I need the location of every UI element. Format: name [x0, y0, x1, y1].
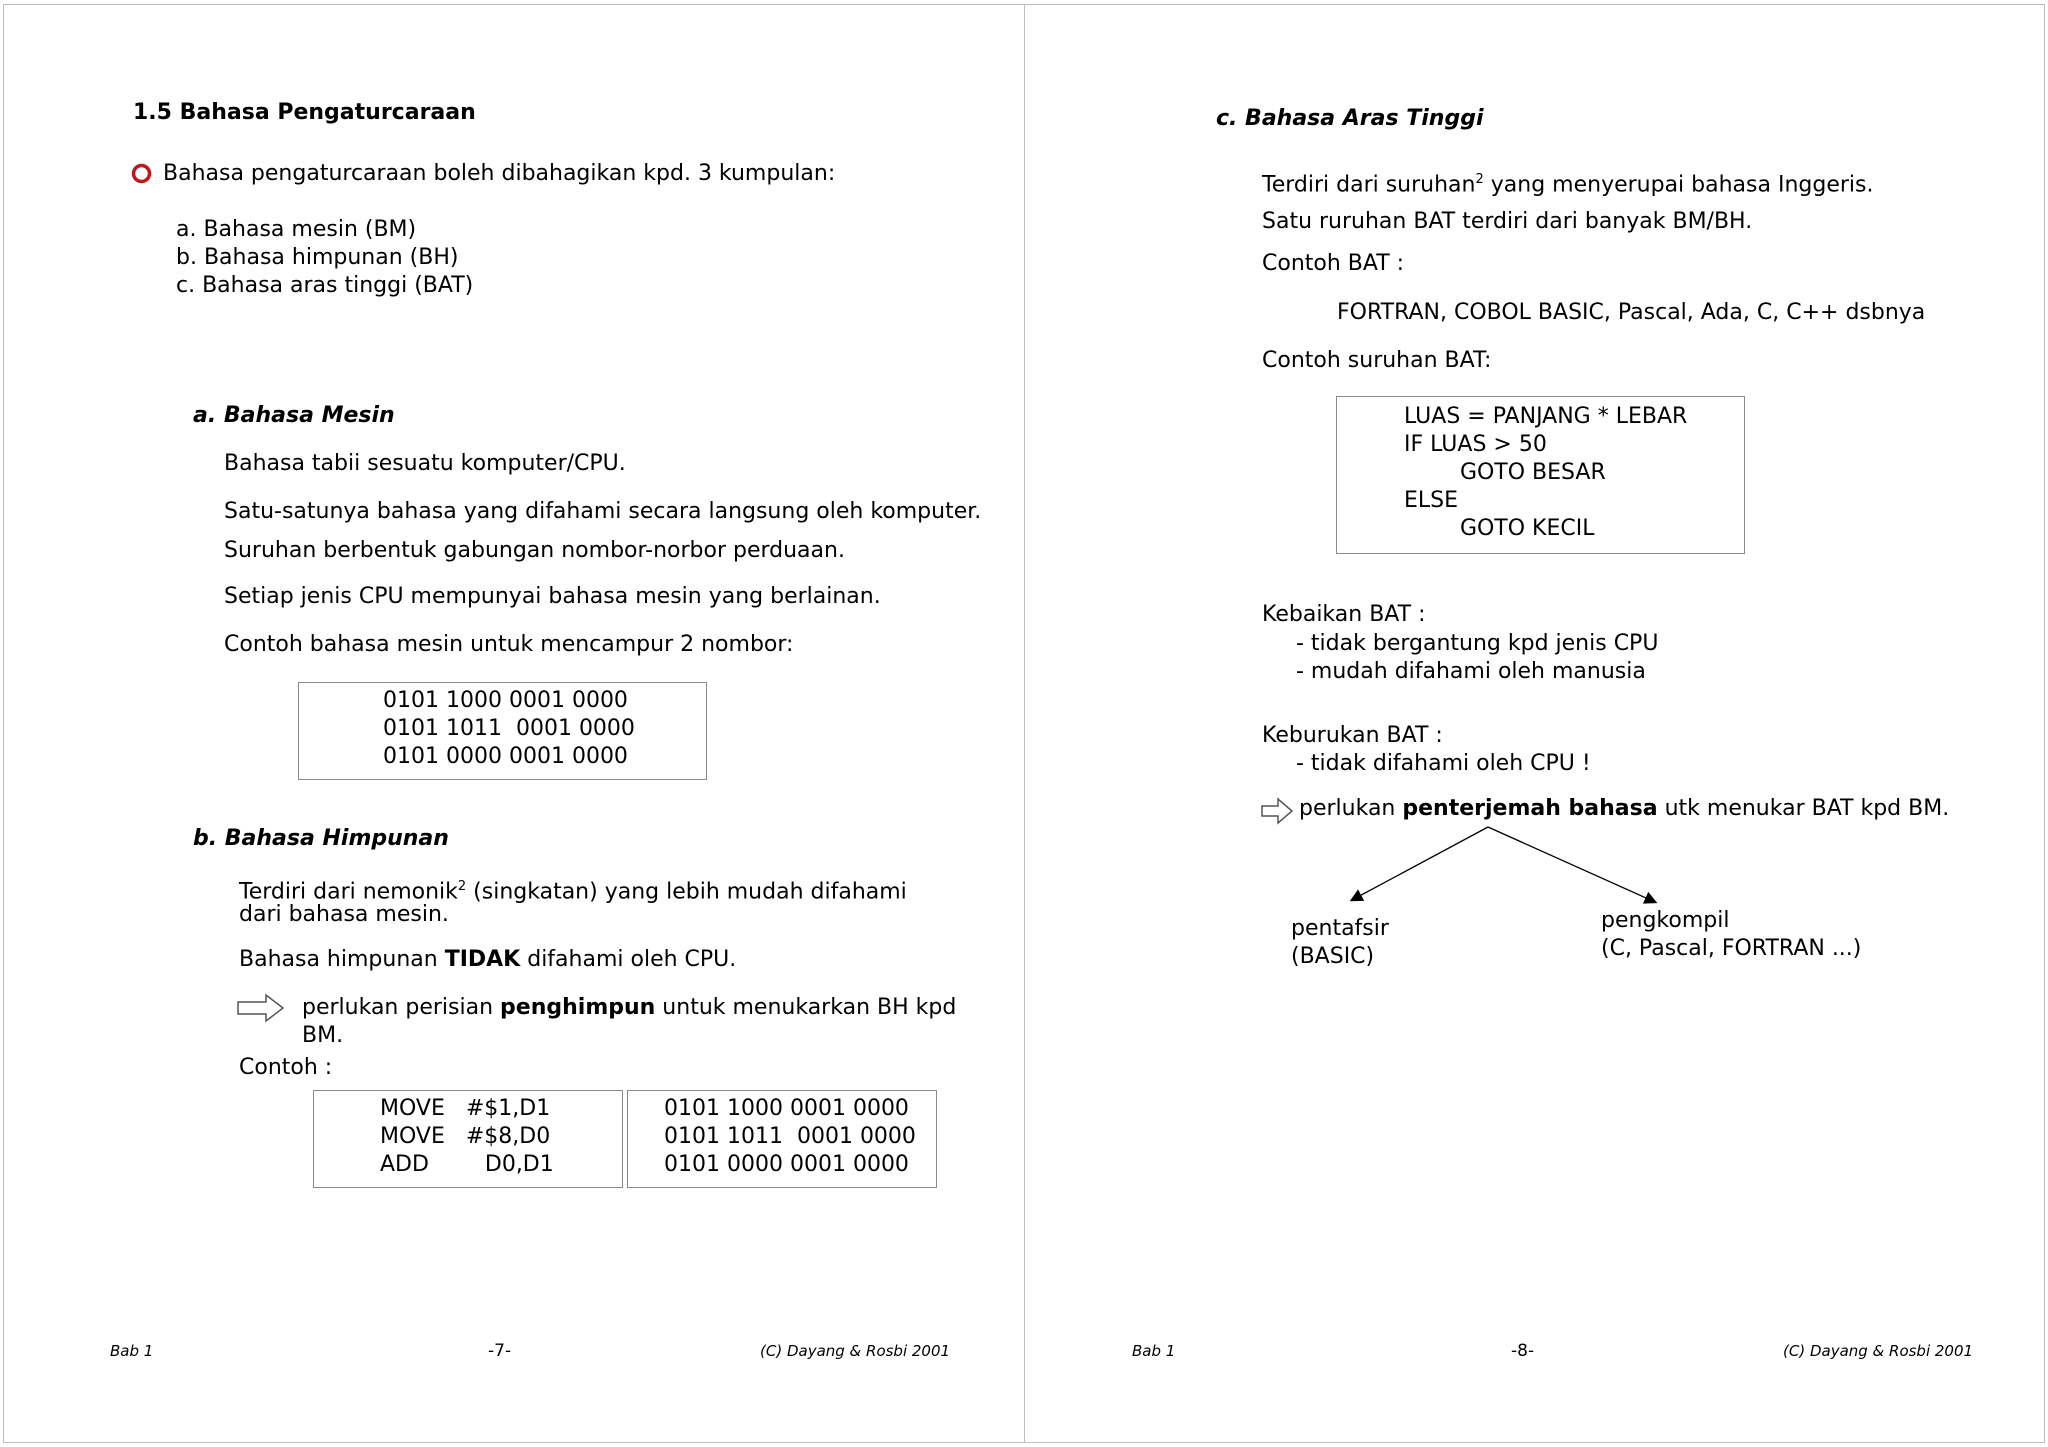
bh-paragraph: dari bahasa mesin.	[239, 902, 449, 927]
code-line: GOTO BESAR	[1404, 460, 1606, 485]
bm-paragraph: Setiap jenis CPU mempunyai bahasa mesin yang berlainan.	[224, 584, 881, 609]
code-line: MOVE #$8,D0	[380, 1124, 551, 1149]
binary-code-box	[627, 1090, 937, 1188]
kebaikan-title: Kebaikan BAT :	[1262, 602, 1426, 627]
intro-text: Bahasa pengaturcaraan boleh dibahagikan kpd. 3 kumpulan:	[163, 161, 836, 186]
bat-paragraph: Contoh BAT :	[1262, 251, 1405, 276]
heading-bahasa-aras-tinggi: c. Bahasa Aras Tinggi	[1216, 106, 1484, 131]
code-line: GOTO KECIL	[1404, 516, 1595, 541]
section-title: 1.5 Bahasa Pengaturcaraan	[133, 100, 476, 125]
language-examples: FORTRAN, COBOL BASIC, Pascal, Ada, C, C++ dsbnya	[1337, 300, 1926, 325]
assembly-code-box	[313, 1090, 623, 1188]
list-item: a. Bahasa mesin (BM)	[176, 217, 417, 242]
list-item: c. Bahasa aras tinggi (BAT)	[176, 273, 474, 298]
page-number: -8-	[1511, 1341, 1535, 1361]
kebaikan-list	[1296, 630, 1658, 686]
branch-arrow-left	[1352, 827, 1488, 900]
bat-paragraph: Satu ruruhan BAT terdiri dari banyak BM/BH.	[1262, 209, 1753, 234]
footer-left: Bab 1	[1132, 1342, 1176, 1360]
code-line: ADD D0,D1	[380, 1152, 554, 1177]
code-line: 0101 1000 0001 0000	[383, 688, 628, 713]
bh-paragraph: BM.	[302, 1023, 344, 1048]
pengkompil-label: pengkompil (C, Pascal, FORTRAN ...)	[1601, 908, 1862, 961]
code-line: 0101 1011 0001 0000	[383, 716, 635, 741]
page-number: -7-	[488, 1341, 512, 1361]
pentafsir-label: pentafsir (BASIC)	[1291, 916, 1389, 969]
code-line: LUAS = PANJANG * LEBAR	[1404, 404, 1688, 429]
code-line: IF LUAS > 50	[1404, 432, 1547, 457]
bat-paragraph: Terdiri dari suruhan$^2$ yang menyerupai bahasa Inggeris.	[1262, 172, 1874, 198]
bh-paragraph: perlukan perisian penghimpun untuk menukarkan BH kpd	[302, 995, 957, 1020]
list-item: b. Bahasa himpunan (BH)	[176, 245, 459, 270]
footer-right: (C) Dayang & Rosbi 2001	[760, 1342, 951, 1360]
bh-paragraph: Terdiri dari nemonik$^2$ (singkatan) yang lebih mudah difahami	[239, 879, 907, 905]
contoh-label: Contoh :	[239, 1055, 333, 1080]
footer-left: Bab 1	[110, 1342, 154, 1360]
heading-bahasa-himpunan: b. Bahasa Himpunan	[193, 826, 449, 851]
branch-arrow-right	[1488, 827, 1655, 902]
arrow-right-icon	[1260, 796, 1294, 826]
code-line: MOVE #$1,D1	[380, 1096, 551, 1121]
code-line: ELSE	[1404, 488, 1459, 513]
keburukan-title: Keburukan BAT :	[1262, 723, 1443, 748]
code-line: 0101 0000 0001 0000	[383, 744, 628, 769]
list-item: - tidak difahami oleh CPU !	[1296, 751, 1591, 776]
arrow-right-icon	[236, 992, 286, 1024]
bm-paragraph: Suruhan berbentuk gabungan nombor-norbor perduaan.	[224, 538, 845, 563]
keburukan-list	[1296, 750, 1591, 778]
code-line: 0101 1000 0001 0000	[664, 1096, 909, 1121]
list-item: - tidak bergantung kpd jenis CPU	[1296, 631, 1659, 656]
machine-code-box	[298, 682, 707, 780]
bm-paragraph: Bahasa tabii sesuatu komputer/CPU.	[224, 451, 626, 476]
group-list	[176, 216, 473, 300]
code-line: 0101 0000 0001 0000	[664, 1152, 909, 1177]
bat-paragraph: Contoh suruhan BAT:	[1262, 348, 1492, 373]
branch-arrows	[1340, 820, 1680, 910]
footer-right: (C) Dayang & Rosbi 2001	[1783, 1342, 1974, 1360]
code-line: 0101 1011 0001 0000	[664, 1124, 916, 1149]
bullet-circle-icon	[131, 163, 152, 184]
bat-code-box	[1336, 396, 1745, 554]
bh-paragraph: Bahasa himpunan TIDAK difahami oleh CPU.	[239, 947, 737, 972]
translator-text: perlukan penterjemah bahasa utk menukar BAT kpd BM.	[1299, 796, 1950, 821]
heading-bahasa-mesin: a. Bahasa Mesin	[193, 403, 395, 428]
list-item: - mudah difahami oleh manusia	[1296, 659, 1646, 684]
bm-paragraph: Contoh bahasa mesin untuk mencampur 2 nombor:	[224, 632, 794, 657]
bm-paragraph: Satu-satunya bahasa yang difahami secara langsung oleh komputer.	[224, 499, 982, 524]
